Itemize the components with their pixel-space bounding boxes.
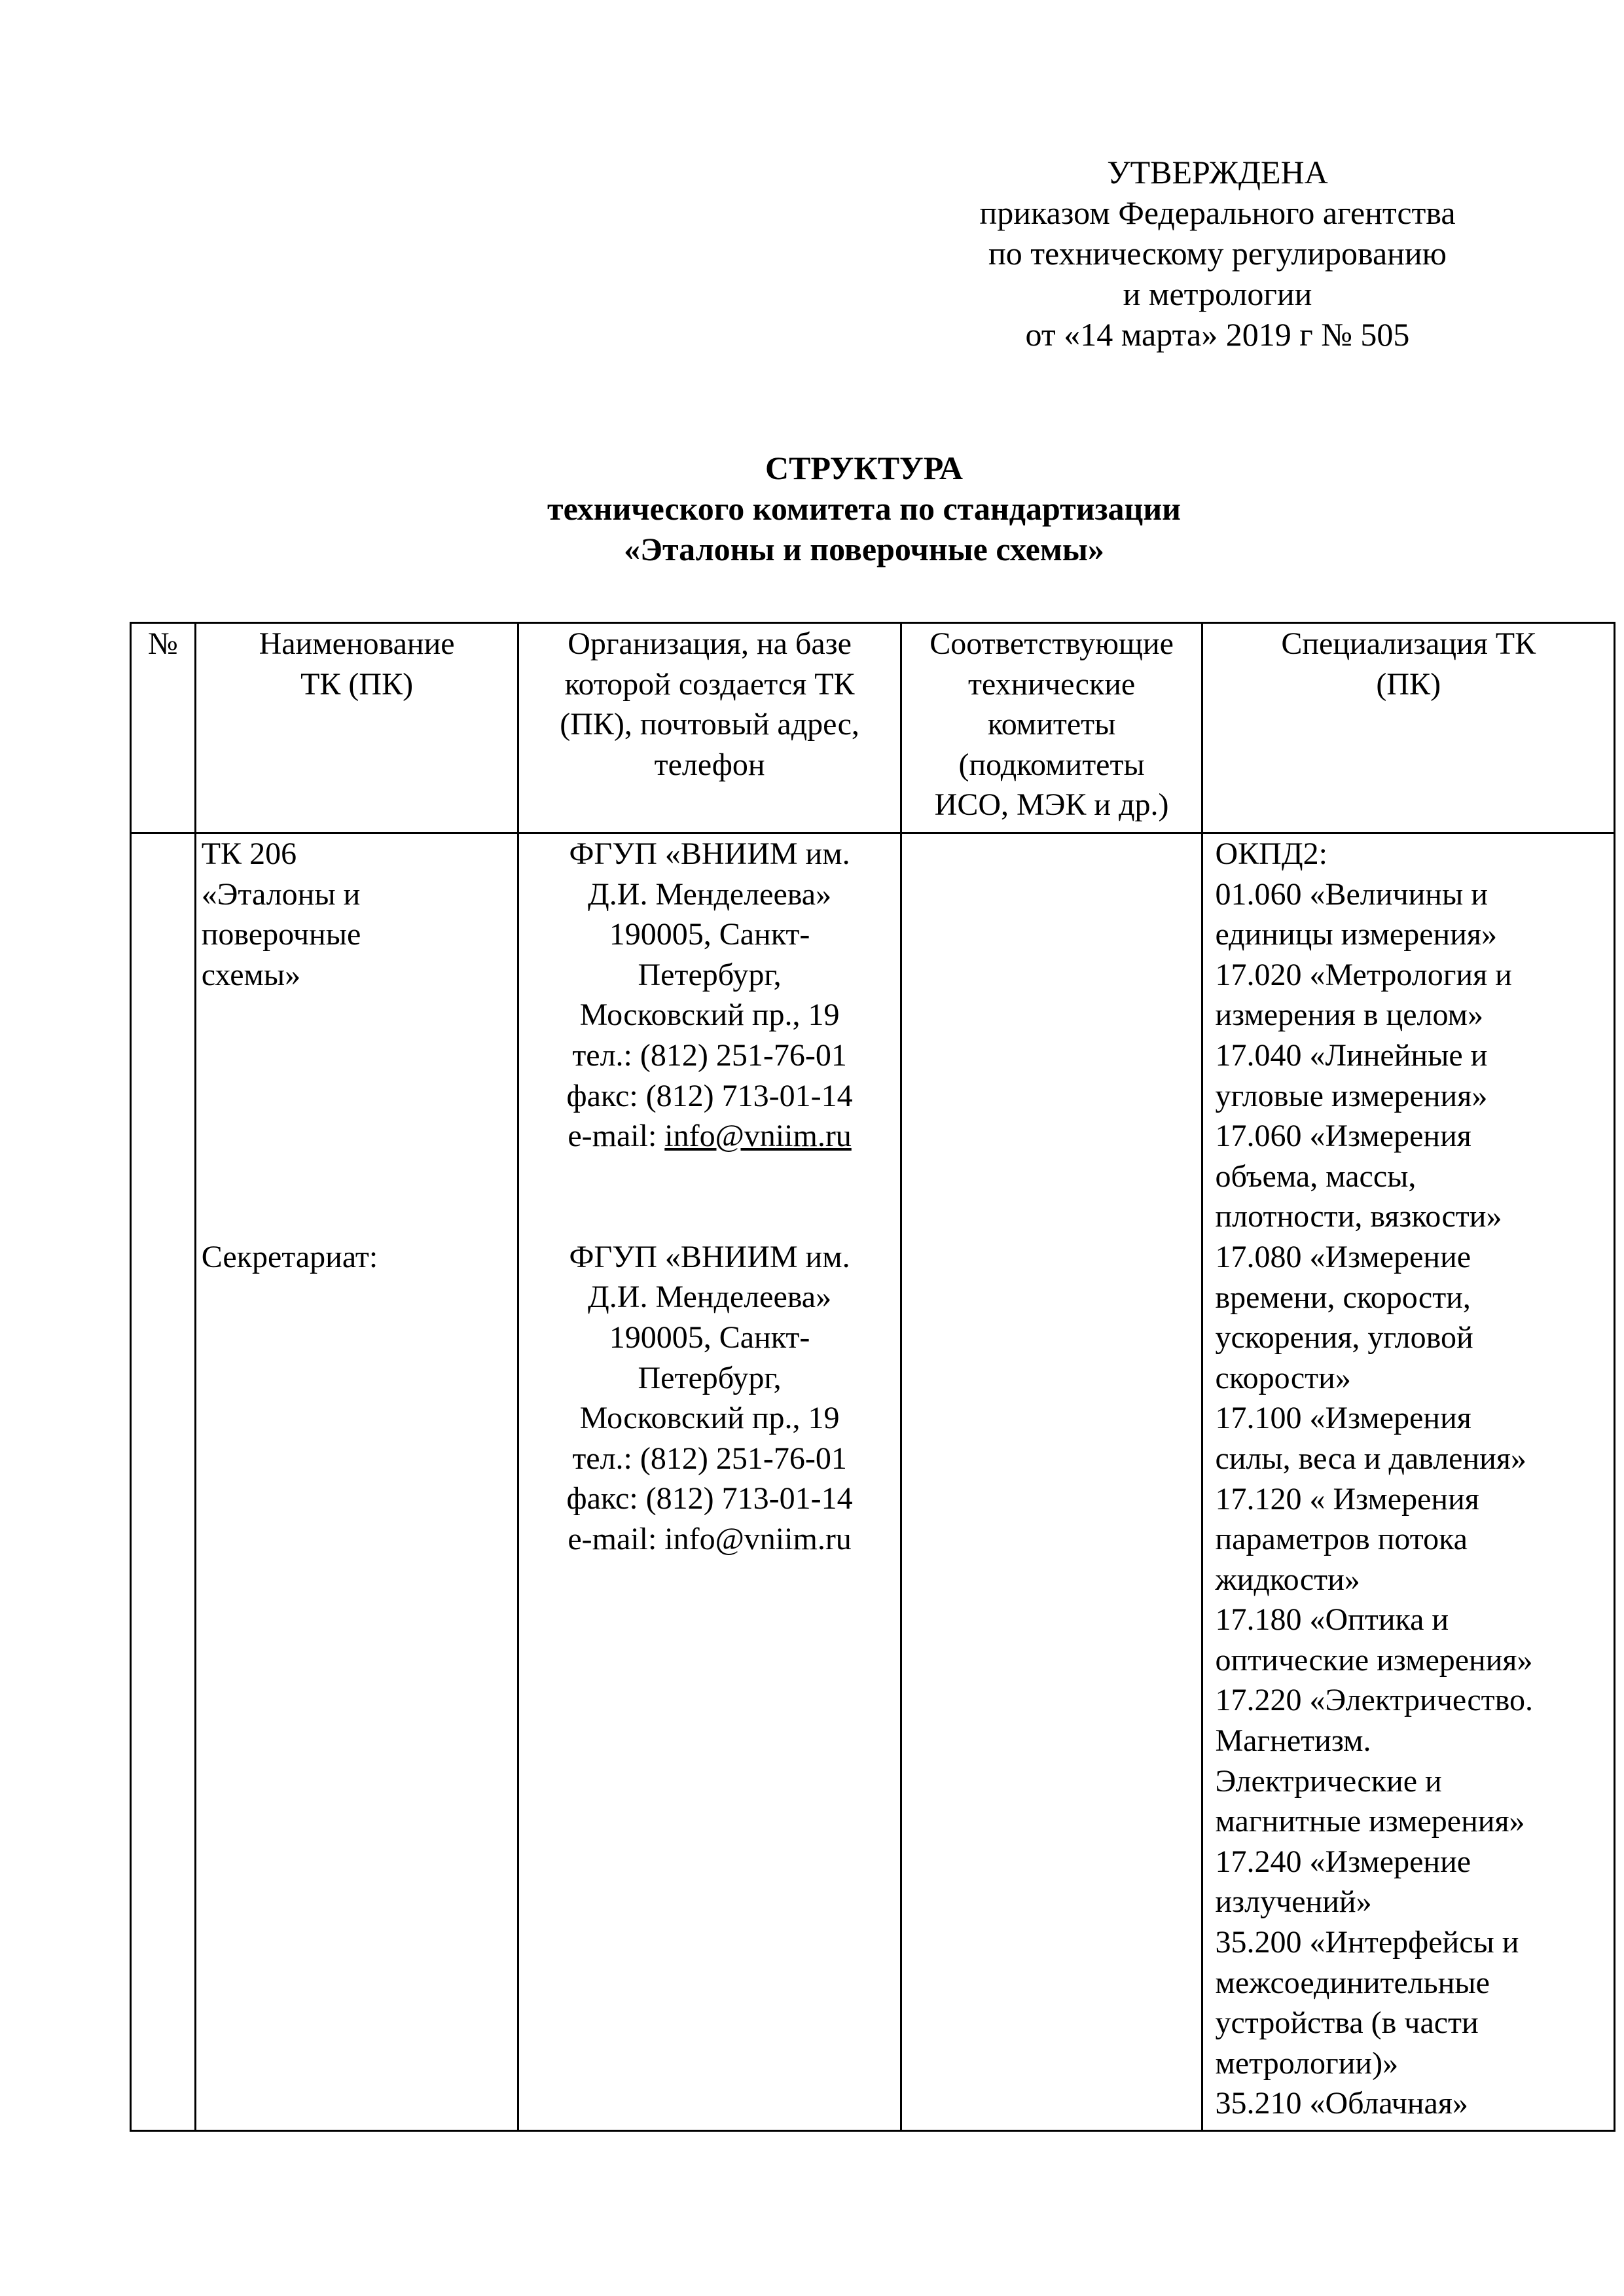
header-number: № <box>131 623 196 833</box>
header-name: Наименование ТК (ПК) <box>195 623 518 833</box>
spec-line: метрологии)» <box>1215 2045 1399 2081</box>
cell-organization <box>518 833 901 2131</box>
secretariat-org-line: Д.И. Менделеева» <box>588 1280 832 1315</box>
approval-line: по техническому регулированию <box>988 235 1447 272</box>
spec-line: Электрические и <box>1215 1763 1442 1799</box>
cell-name <box>195 833 518 2131</box>
secretariat-org-line: e-mail: info@vniim.ru <box>568 1521 852 1556</box>
spec-line: объема, массы, <box>1215 1158 1416 1194</box>
header-organization: Организация, на базе которой создается ТК (ПК), почтовый адрес, телефон <box>518 623 901 833</box>
spec-line: единицы измерения» <box>1215 917 1497 952</box>
org-line: ФГУП «ВНИИМ им. <box>569 836 850 871</box>
table-header-row <box>131 623 1615 833</box>
cell-specialization <box>1202 833 1615 2131</box>
secretariat-org-line: ФГУП «ВНИИМ им. <box>569 1239 850 1274</box>
header-committees: Соответствующие технические комитеты (подкомитеты ИСО, МЭК и др.) <box>901 623 1202 833</box>
spec-line: 17.080 «Измерение <box>1215 1239 1471 1274</box>
approval-line: от «14 марта» 2019 г № 505 <box>1025 316 1410 353</box>
approval-line: и метрологии <box>1123 276 1312 312</box>
document-title <box>353 448 1375 569</box>
secretariat-label: Секретариат: <box>201 1240 378 1275</box>
secretariat-org-line: Московский пр., 19 <box>579 1401 840 1436</box>
tc-name-line: схемы» <box>201 957 301 992</box>
spec-line: 17.100 «Измерения <box>1215 1401 1471 1436</box>
tc-name-line: ТК 206 <box>201 836 297 871</box>
spec-line: скорости» <box>1215 1360 1351 1395</box>
spec-line: параметров потока <box>1215 1522 1468 1557</box>
tc-name-line: поверочные <box>201 917 361 952</box>
spec-line: устройства (в части <box>1215 2005 1479 2041</box>
cell-committees <box>901 833 1202 2131</box>
spec-line: 17.020 «Метрология и <box>1215 957 1512 992</box>
spec-line: 35.210 «Облачная» <box>1215 2086 1468 2121</box>
spec-line: жидкости» <box>1215 1562 1360 1597</box>
spec-line: ускорения, угловой <box>1215 1320 1473 1355</box>
org-line: факс: (812) 713-01-14 <box>566 1078 853 1113</box>
spec-line: времени, скорости, <box>1215 1280 1471 1315</box>
secretariat-org-line: тел.: (812) 251-76-01 <box>572 1441 847 1476</box>
spec-line: 17.180 «Оптика и <box>1215 1602 1449 1638</box>
org-line: тел.: (812) 251-76-01 <box>572 1037 847 1073</box>
spec-line: силы, веса и давления» <box>1215 1441 1526 1476</box>
header-specialization: Специализация ТК (ПК) <box>1202 623 1615 833</box>
secretariat-org-line: Петербург, <box>638 1360 782 1395</box>
spec-line: 01.060 «Величины и <box>1215 876 1488 912</box>
structure-table <box>130 622 1615 2132</box>
title-line: технического комитета по стандартизации <box>547 490 1181 527</box>
spec-line: 35.200 «Интерфейсы и <box>1215 1925 1519 1960</box>
spec-line: Магнетизм. <box>1215 1723 1371 1759</box>
spec-line: излучений» <box>1215 1884 1372 1920</box>
spec-line: 17.240 «Измерение <box>1215 1844 1471 1879</box>
spec-line: межсоединительные <box>1215 1965 1490 2000</box>
org-email-line: e-mail: info@vniim.ru <box>568 1119 852 1154</box>
org-line: Петербург, <box>638 957 782 992</box>
spec-line: 17.060 «Измерения <box>1215 1119 1471 1154</box>
approval-block <box>903 152 1532 355</box>
spec-line: магнитные измерения» <box>1215 1804 1525 1839</box>
secretariat-org-line: 190005, Санкт- <box>609 1319 810 1355</box>
org-line: Д.И. Менделеева» <box>588 876 832 912</box>
spec-line: ОКПД2: <box>1215 836 1327 871</box>
spec-line: 17.220 «Электричество. <box>1215 1683 1533 1718</box>
org-line: 190005, Санкт- <box>609 917 810 952</box>
title-line: СТРУКТУРА <box>765 450 963 486</box>
tc-name-line: «Эталоны и <box>201 876 361 912</box>
table-row <box>131 833 1615 2131</box>
secretariat-org-line: факс: (812) 713-01-14 <box>566 1481 853 1516</box>
email-link[interactable]: info@vniim.ru <box>664 1119 852 1154</box>
cell-number <box>131 833 196 2131</box>
spec-line: угловые измерения» <box>1215 1078 1488 1113</box>
spec-line: плотности, вязкости» <box>1215 1199 1502 1234</box>
approval-line: приказом Федерального агентства <box>979 194 1456 231</box>
org-line: Московский пр., 19 <box>579 997 840 1033</box>
spec-line: 17.040 «Линейные и <box>1215 1037 1488 1073</box>
spec-line: измерения в целом» <box>1215 997 1483 1033</box>
spec-line: оптические измерения» <box>1215 1642 1533 1677</box>
approval-line: УТВЕРЖДЕНА <box>1107 154 1328 190</box>
title-line: «Эталоны и поверочные схемы» <box>624 531 1104 567</box>
spec-line: 17.120 « Измерения <box>1215 1481 1479 1516</box>
